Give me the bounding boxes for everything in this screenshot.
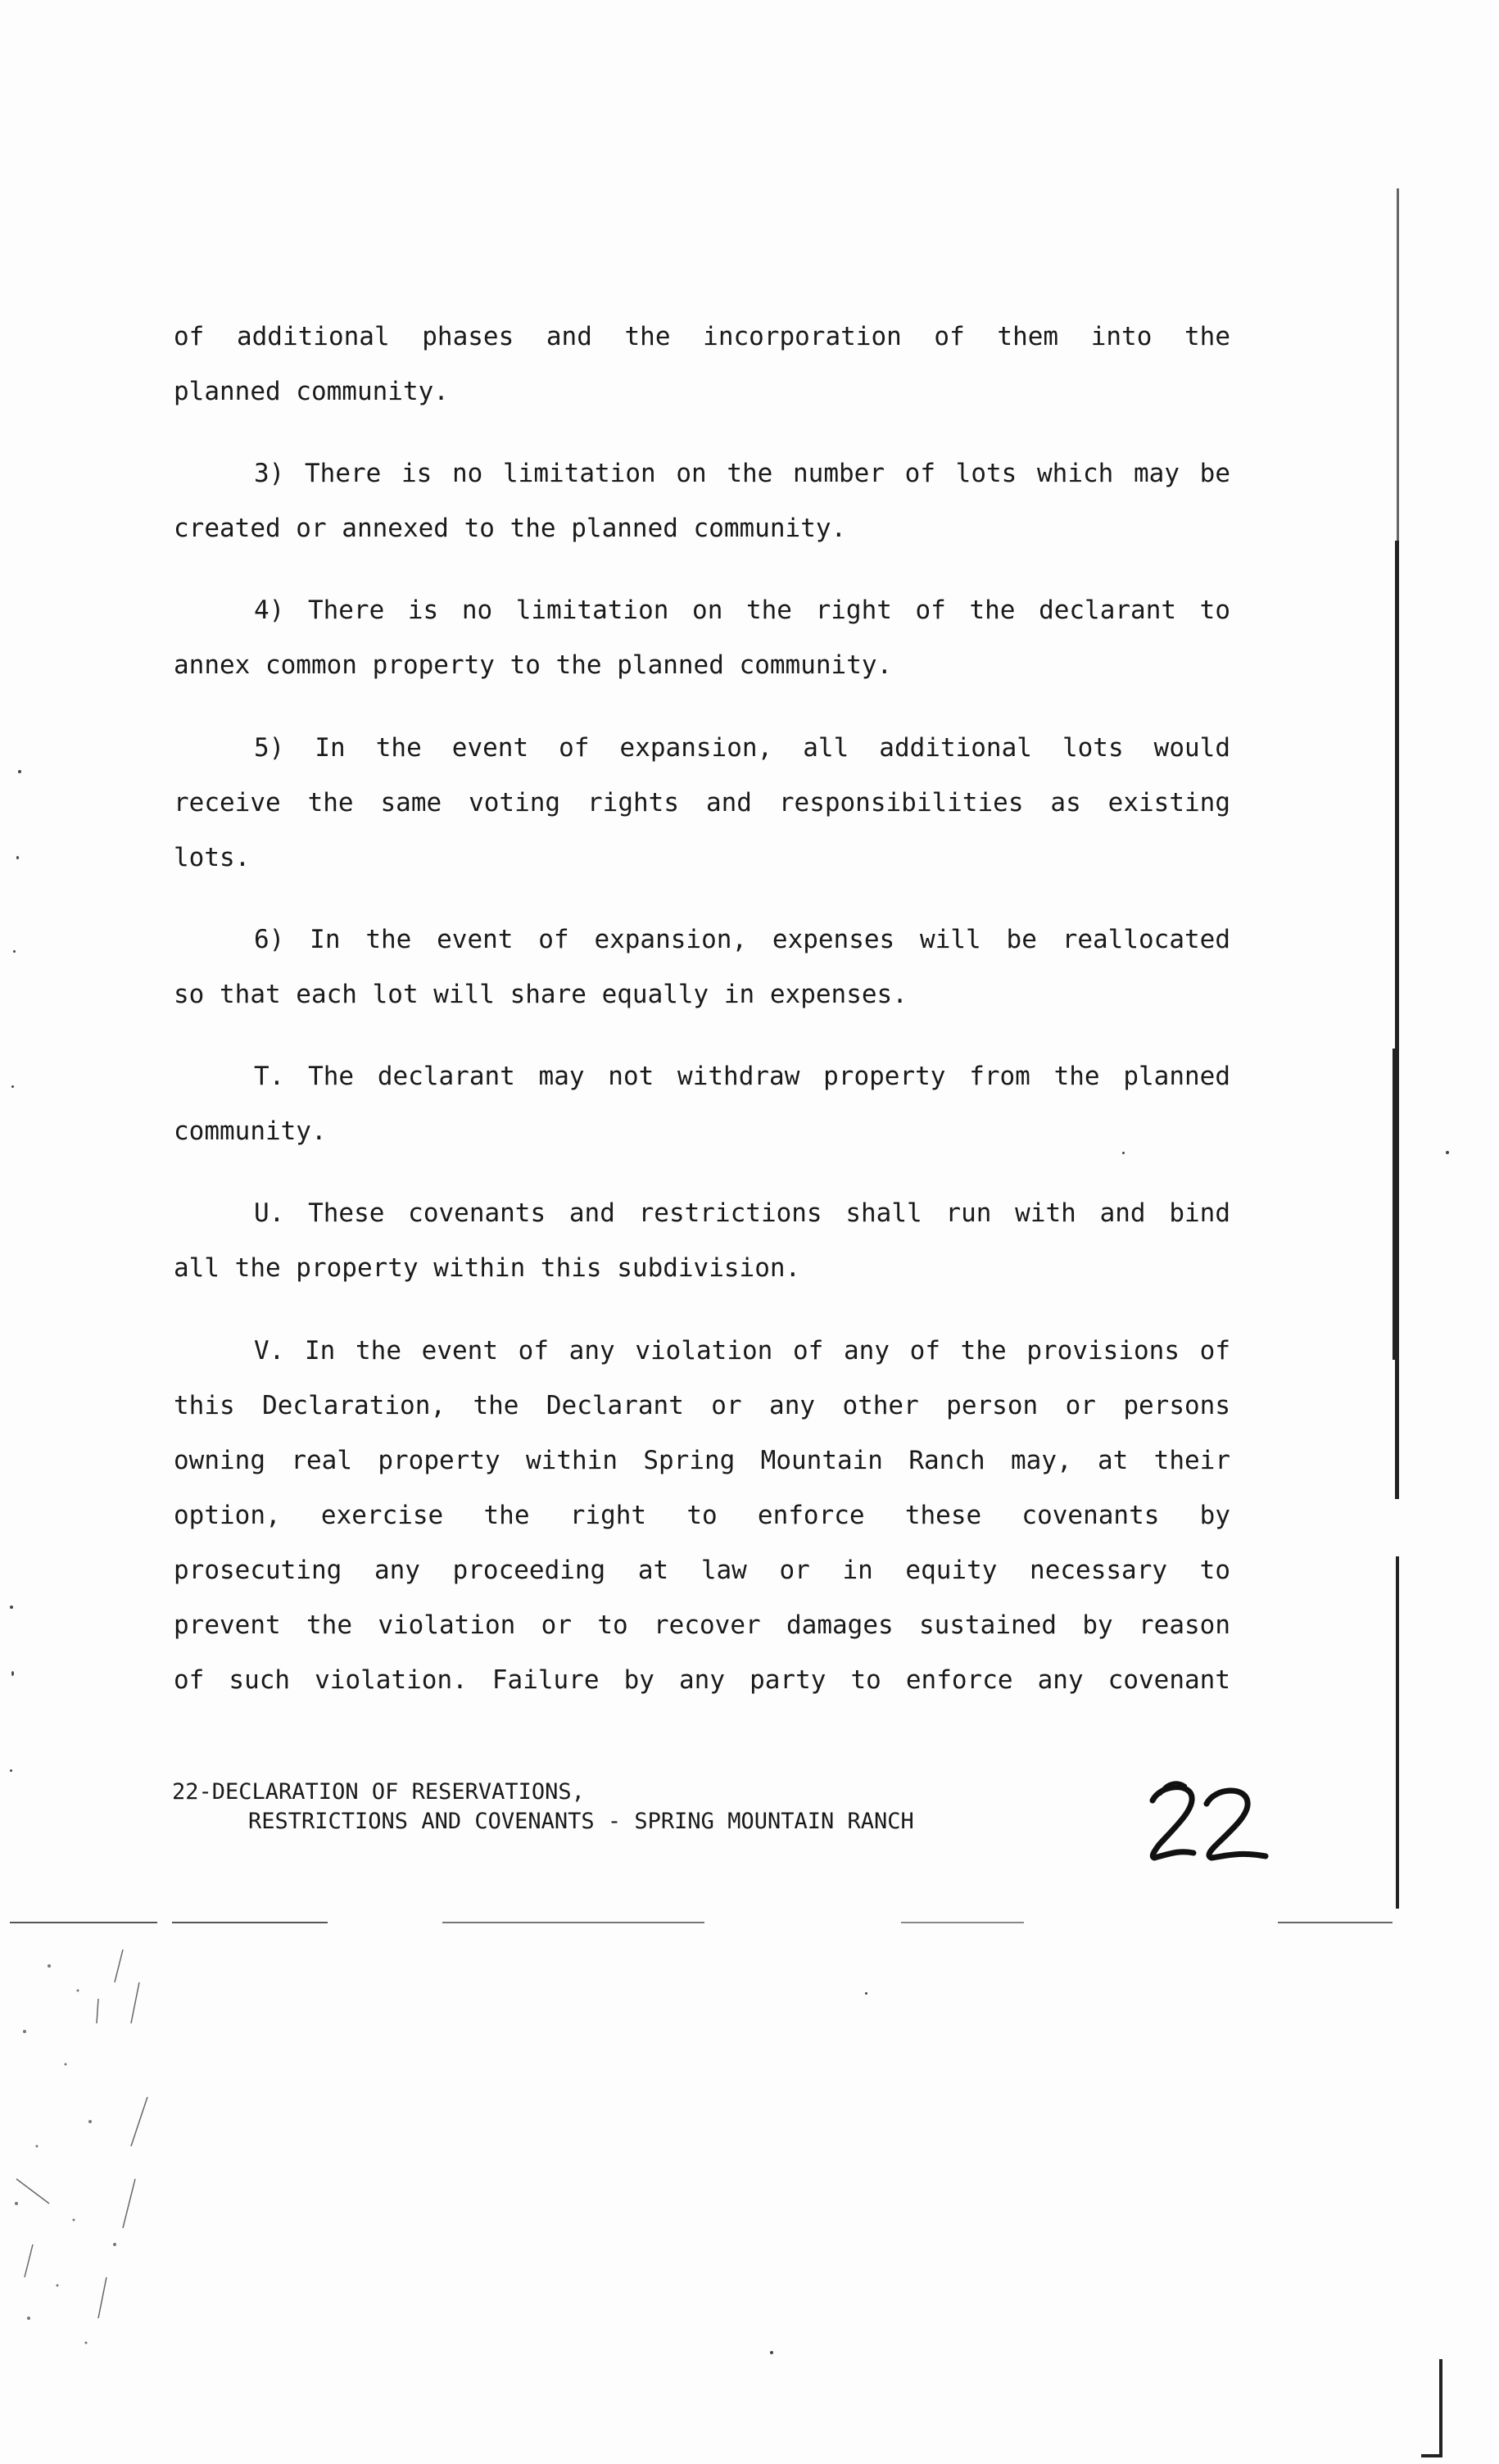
margin-speck	[16, 856, 19, 859]
continuation-line-1: of additional phases and the incorporation of them into the	[174, 322, 1230, 351]
section-t-line-1: T. The declarant may not withdraw property from the planned	[254, 1062, 1230, 1091]
item-6-line-1: 6) In the event of expansion, expenses will be reallocated	[254, 925, 1230, 954]
item-5-line-3: lots.	[174, 843, 251, 872]
scan-noise-texture	[0, 1933, 188, 2359]
item-6-paragraph	[174, 913, 1230, 1022]
handwritten-page-number	[1143, 1778, 1274, 1868]
margin-speck	[10, 1606, 13, 1609]
section-v-line-3: owning real property within Spring Mountain Ranch may, at their	[174, 1446, 1230, 1475]
bottom-rule-segment	[442, 1922, 704, 1923]
continuation-line-2: planned community.	[174, 377, 449, 406]
margin-speck	[13, 950, 16, 953]
section-v-line-7: of such violation. Failure by any party to enforce any covenant	[174, 1665, 1230, 1695]
corner-mark	[1421, 2454, 1442, 2457]
margin-speck	[770, 2351, 773, 2354]
section-v-paragraph	[174, 1324, 1230, 1708]
item-5-line-2: receive the same voting rights and responsibilities as existing	[174, 788, 1230, 818]
right-edge-line	[1395, 1360, 1399, 1499]
margin-speck	[11, 1671, 14, 1676]
item-3-line-2: created or annexed to the planned community.	[174, 514, 847, 543]
section-t-paragraph	[174, 1049, 1230, 1159]
margin-speck	[11, 1085, 14, 1088]
footer-line-2: RESTRICTIONS AND COVENANTS - SPRING MOUNTAIN RANCH	[248, 1809, 914, 1834]
section-u-line-2: all the property within this subdivision.	[174, 1253, 801, 1283]
right-edge-line	[1393, 1049, 1399, 1360]
item-3-paragraph	[174, 446, 1230, 556]
bottom-rule-segment	[901, 1922, 1024, 1923]
corner-mark	[1439, 2359, 1442, 2457]
continuation-paragraph	[174, 310, 1230, 419]
margin-speck	[1446, 1151, 1449, 1154]
section-u-paragraph	[174, 1186, 1230, 1296]
section-v-line-2: this Declaration, the Declarant or any other person or persons	[174, 1391, 1230, 1420]
margin-speck	[865, 1992, 867, 1995]
margin-speck	[18, 770, 21, 773]
item-5-line-1: 5) In the event of expansion, all additional lots would	[254, 733, 1230, 763]
section-v-line-5: prosecuting any proceeding at law or in equity necessary to	[174, 1556, 1230, 1585]
footer-line-1: 22-DECLARATION OF RESERVATIONS,	[172, 1779, 585, 1805]
right-edge-line	[1396, 1556, 1399, 1909]
section-v-line-1: V. In the event of any violation of any of the provisions of	[254, 1336, 1230, 1366]
section-u-line-1: U. These covenants and restrictions shall run with and bind	[254, 1198, 1230, 1228]
bottom-rule-segment	[10, 1922, 157, 1923]
item-6-line-2: so that each lot will share equally in expenses.	[174, 980, 908, 1009]
item-3-line-1: 3) There is no limitation on the number of lots which may be	[254, 459, 1230, 488]
section-v-line-4: option, exercise the right to enforce these covenants by	[174, 1501, 1230, 1530]
right-edge-line	[1397, 188, 1399, 549]
margin-speck	[10, 1769, 12, 1772]
item-4-line-1: 4) There is no limitation on the right of the declarant to	[254, 596, 1230, 625]
document-footer	[172, 1778, 914, 1837]
bottom-rule-segment	[1278, 1922, 1393, 1923]
item-4-paragraph	[174, 583, 1230, 693]
margin-speck	[1122, 1152, 1125, 1154]
section-v-line-6: prevent the violation or to recover damages sustained by reason	[174, 1610, 1230, 1640]
item-5-paragraph	[174, 721, 1230, 886]
section-t-line-2: community.	[174, 1116, 327, 1146]
item-4-line-2: annex common property to the planned community.	[174, 650, 893, 680]
right-edge-line	[1395, 541, 1399, 1049]
bottom-rule-segment	[172, 1922, 328, 1923]
